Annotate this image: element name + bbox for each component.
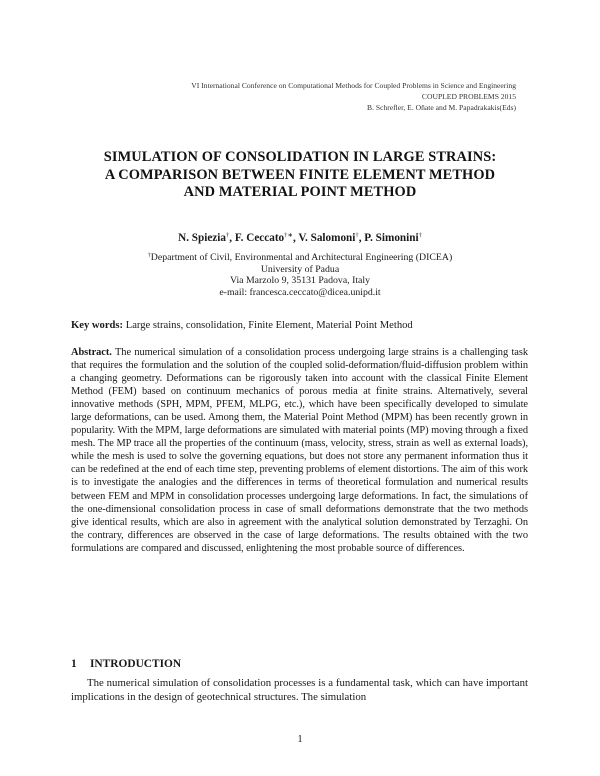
- title-line-2: A COMPARISON BETWEEN FINITE ELEMENT METHOD: [104, 166, 496, 183]
- author-name: F. Ceccato: [234, 232, 285, 244]
- affiliation-mark: †: [147, 253, 151, 259]
- author-separator: ,: [229, 232, 235, 244]
- section-heading: [71, 657, 531, 671]
- department: Department of Civil, Environmental and Architectural Engineering (DICEA): [150, 252, 453, 263]
- keywords-text: Large strains, consolidation, Finite Element, Material Point Method: [125, 320, 413, 331]
- email[interactable]: e-mail: francesca.ceccato@dicea.unipd.it: [219, 287, 381, 299]
- author-mark: †∗: [284, 232, 293, 239]
- introduction-paragraph: The numerical simulation of consolidation processes is a fundamental task, which can have important implications in the design of geotechnical structures. The simulation: [71, 677, 528, 704]
- conference-editors: B. Schrefler, E. Oñate and M. Papadrakakis(Eds): [367, 103, 516, 112]
- conference-acronym: COUPLED PROBLEMS 2015: [421, 92, 516, 101]
- conference-line: VI International Conference on Computational Methods for Coupled Problems in Science and Engineering: [191, 81, 516, 90]
- author-mark: †: [355, 232, 359, 239]
- keywords-label: Key words:: [71, 320, 124, 331]
- author-mark: †: [418, 232, 422, 239]
- title-line-3: AND MATERIAL POINT METHOD: [183, 184, 417, 201]
- abstract-label: Abstract.: [71, 347, 112, 358]
- author-separator: ,: [358, 232, 365, 244]
- author-name: N. Spiezia: [178, 232, 226, 244]
- author-name: P. Simonini: [364, 232, 419, 244]
- abstract: [71, 346, 528, 555]
- author-separator: ,: [292, 232, 299, 244]
- section-title: INTRODUCTION: [90, 658, 182, 670]
- affiliation: [60, 251, 540, 299]
- university: University of Padua: [260, 263, 340, 275]
- author-name: V. Salomoni: [298, 232, 356, 244]
- keywords: [71, 319, 531, 332]
- author-mark: †: [225, 232, 230, 239]
- paper-title: [60, 149, 540, 202]
- title-line-1: SIMULATION OF CONSOLIDATION IN LARGE STRAINS:: [103, 149, 497, 165]
- conference-header: [76, 80, 516, 113]
- author-list: [60, 229, 540, 245]
- address: Via Marzolo 9, 35131 Padova, Italy: [229, 275, 371, 287]
- abstract-text: The numerical simulation of a consolidation process undergoing large strains is a challenging task that requires the formulation and the solution of the coupled solid-deformation/fluid-diffusion problem within a changing geometry. Deformations can be rigorously taken into account with the classical Finite Element Method (FEM) based on continuum mechanics of porous media at finite strains. Alternatively, several innovative methods (SPH, MPM, PFEM, MLPG, etc.), which have been specifically developed to simulate large deformations, can be used. Among them, the Material Point Method (MPM) has been recently grown in popularity. With the MPM, large deformations are simulated with material points (MP) moving through a fixed mesh. The MP trace all the properties of the continuum (mass, velocity, stress, strain as well as external loads), while the mesh is used to solve the governing equations, but does not store any permanent information thus it can be redefined at the end of each time step, preventing problems of element distortions. The aim of this work is to investigate the analogies and the differences in terms of theoretical formulation and numerical results between FEM and MPM in consolidation processes undergoing large deformations. In fact, the simulations of the one-dimensional consolidation process in case of small deformations demonstrate that the two methods give identical results, which are also in agreement with the analytical solution demonstrated by Terzaghi. On the contrary, differences are observed in the case of large deformations. The results obtained with the two formulations are compared and discussed, enlightening the most probable source of differences.: [71, 347, 528, 554]
- section-number: 1: [71, 658, 77, 670]
- page-number: 1: [297, 734, 303, 745]
